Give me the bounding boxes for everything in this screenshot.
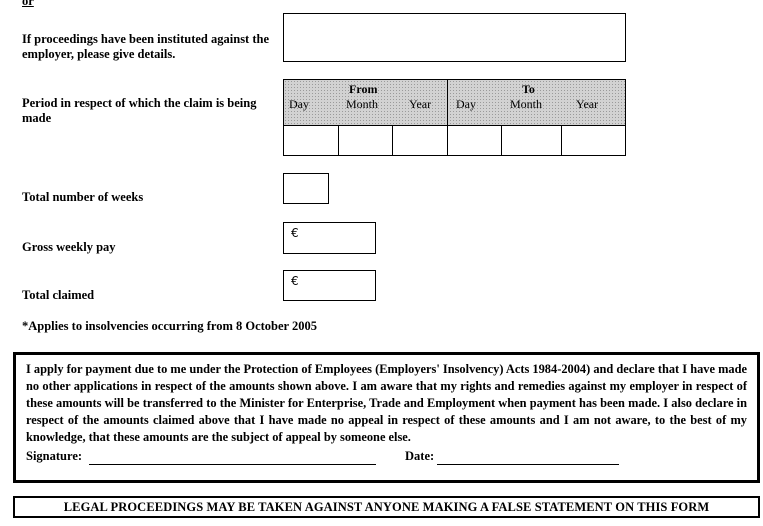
to-day-header: Day bbox=[456, 97, 476, 111]
euro-icon: € bbox=[291, 226, 299, 240]
to-month-header: Month bbox=[510, 97, 543, 111]
gross-weekly-pay-input[interactable] bbox=[283, 222, 376, 254]
legal-warning: LEGAL PROCEEDINGS MAY BE TAKEN AGAINST ANYONE MAKING A FALSE STATEMENT ON THIS FORM bbox=[13, 496, 760, 518]
from-month-input[interactable] bbox=[339, 126, 392, 155]
from-day-header: Day bbox=[289, 97, 309, 111]
period-label: Period in respect of which the claim is being made bbox=[22, 96, 257, 125]
to-year-header: Year bbox=[576, 97, 599, 111]
signature-field[interactable] bbox=[89, 450, 376, 465]
from-month-header: Month bbox=[346, 97, 379, 111]
date-field[interactable] bbox=[437, 450, 619, 465]
proceedings-label: If proceedings have been instituted against the employer, please give details. bbox=[22, 32, 270, 61]
to-month-input[interactable] bbox=[502, 126, 561, 155]
from-year-header: Year bbox=[409, 97, 432, 111]
to-year-input[interactable] bbox=[562, 126, 625, 155]
proceedings-details-value bbox=[284, 14, 625, 20]
euro-icon: € bbox=[291, 274, 299, 288]
from-heading: From bbox=[349, 82, 378, 96]
proceedings-details-field[interactable] bbox=[283, 13, 626, 62]
total-weeks-input[interactable] bbox=[283, 173, 329, 204]
gross-weekly-pay-label: Gross weekly pay bbox=[22, 240, 116, 254]
to-day-input[interactable] bbox=[448, 126, 501, 155]
footnote: *Applies to insolvencies occurring from 8 October 2005 bbox=[22, 319, 317, 333]
signature-label: Signature: bbox=[26, 449, 83, 463]
from-day-input[interactable] bbox=[284, 126, 338, 155]
from-year-input[interactable] bbox=[393, 126, 447, 155]
total-claimed-label: Total claimed bbox=[22, 288, 95, 302]
date-label: Date: bbox=[405, 449, 435, 463]
declaration-text: I apply for payment due to me under the Protection of Employees (Employers' Insolvency) Acts 1984-2004) and declare that I have made no other applications in respect of the amounts shown above. I am aware that my rights and remedies against my employer in respect of these amounts will be transferred to the Minister for Enterprise, Trade and Employment when payment has been made. I also declare in respect of the amounts claimed above that I have made no appeal in respect of these amounts and I am not aware, to the best of my knowledge, that these amounts are the subject of appeal by someone else. bbox=[26, 362, 747, 444]
period-table bbox=[283, 79, 626, 156]
total-weeks-label: Total number of weeks bbox=[22, 190, 144, 204]
total-claimed-input[interactable] bbox=[283, 270, 376, 301]
or-label: or bbox=[22, 0, 34, 8]
declaration-box bbox=[13, 352, 760, 483]
period-header bbox=[284, 80, 625, 126]
to-heading: To bbox=[522, 82, 535, 96]
